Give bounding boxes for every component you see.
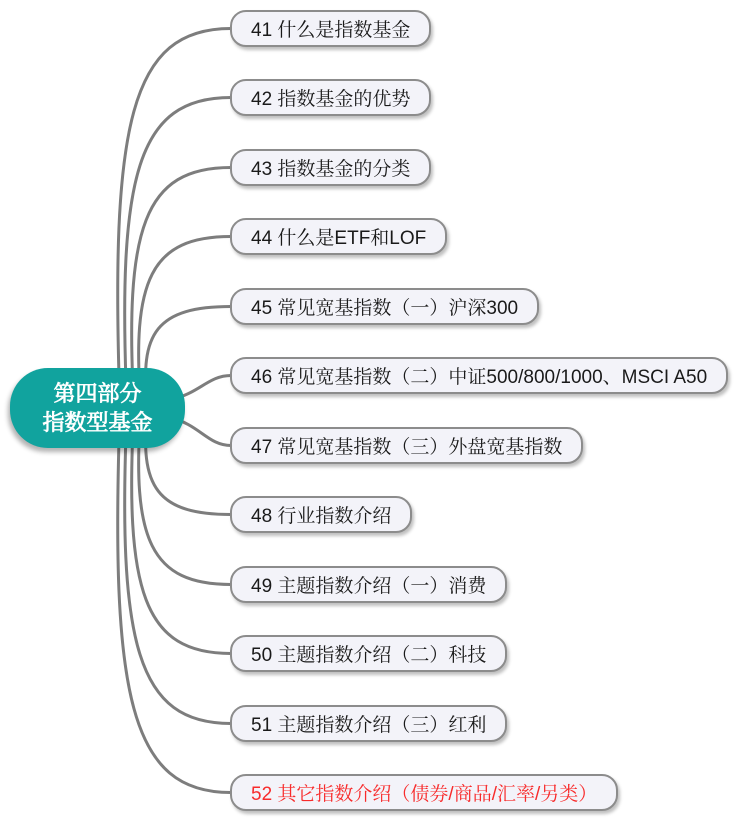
- central-topic-title-line1: 第四部分: [53, 381, 142, 406]
- central-topic-title-line2: 指数型基金: [42, 410, 153, 435]
- branch-topic-50[interactable]: 50 主题指数介绍（二）科技: [230, 635, 507, 672]
- branch-topic-41[interactable]: 41 什么是指数基金: [230, 10, 431, 47]
- branch-topic-45[interactable]: 45 常见宽基指数（一）沪深300: [230, 288, 539, 325]
- branch-topic-43[interactable]: 43 指数基金的分类: [230, 149, 431, 186]
- connector-line: [125, 408, 231, 724]
- branch-topic-52[interactable]: 52 其它指数介绍（债券/商品/汇率/另类）: [230, 774, 618, 811]
- branch-topic-49[interactable]: 49 主题指数介绍（一）消费: [230, 566, 507, 603]
- connector-line: [118, 29, 231, 409]
- branch-topic-47[interactable]: 47 常见宽基指数（三）外盘宽基指数: [230, 427, 583, 464]
- central-topic[interactable]: [10, 368, 185, 448]
- branch-topic-48[interactable]: 48 行业指数介绍: [230, 496, 412, 533]
- branch-topic-44[interactable]: 44 什么是ETF和LOF: [230, 218, 447, 255]
- connector-line: [118, 408, 231, 793]
- connector-line: [125, 98, 231, 409]
- branch-topic-46[interactable]: 46 常见宽基指数（二）中证500/800/1000、MSCI A50: [230, 357, 728, 394]
- branch-topic-51[interactable]: 51 主题指数介绍（三）红利: [230, 705, 507, 742]
- branch-topic-42[interactable]: 42 指数基金的优势: [230, 79, 431, 116]
